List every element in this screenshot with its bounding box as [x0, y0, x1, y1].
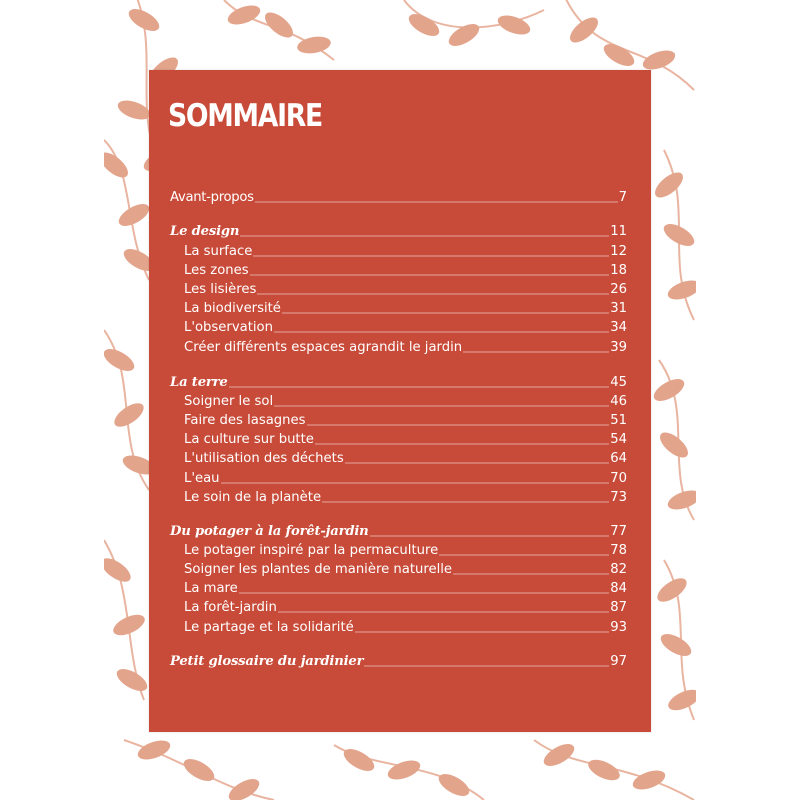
leaf-shape [540, 740, 577, 771]
toc-entry-title: La culture sur butte [184, 432, 314, 447]
toc-section-entry [170, 220, 627, 240]
leaf-shape [651, 168, 687, 202]
leaf-shape [113, 665, 150, 696]
toc-entry-title: Créer différents espaces agrandit le jardin [184, 340, 463, 355]
leaf-shape [495, 12, 532, 39]
toc-entry-title: Le potager inspiré par la permaculture [184, 543, 439, 558]
toc-entry-page-number: 51 [610, 413, 627, 428]
toc-entry [170, 390, 627, 410]
dot-leader [250, 274, 610, 276]
toc-entry [170, 577, 627, 597]
toc-entry [170, 467, 627, 487]
toc-entry-page-number: 39 [610, 340, 627, 355]
toc-entry-page-number: 34 [610, 320, 627, 335]
leaf-shape [104, 554, 135, 587]
leaf-shape [656, 428, 692, 462]
dot-leader [355, 631, 609, 633]
toc-entry [170, 336, 627, 356]
toc-intro-entry [170, 186, 627, 206]
toc-entry-page-number: 45 [610, 375, 627, 390]
toc-entry-page-number: 31 [610, 301, 627, 316]
leaf-shape [115, 200, 152, 231]
dot-leader [364, 665, 609, 667]
toc-entry-title: La forêt-jardin [184, 600, 277, 615]
leaf-shape [657, 630, 694, 661]
dot-leader [239, 592, 609, 594]
toc-entry-page-number: 84 [610, 581, 627, 596]
toc-entry-page-number: 64 [610, 451, 627, 466]
toc-entry-page-number: 18 [610, 263, 627, 278]
leaf-shape [385, 757, 422, 784]
toc-entry [170, 539, 627, 559]
toc-entry [170, 428, 627, 448]
toc-entry-title: Le design [170, 224, 240, 239]
toc-entry-title: L'observation [184, 320, 273, 335]
toc-entry [170, 447, 627, 467]
toc-entry-title: Soigner le sol [184, 394, 274, 409]
leaf-shape [135, 737, 172, 764]
toc-entry-title: Du potager à la forêt-jardin [170, 524, 369, 539]
dot-leader [453, 573, 609, 575]
toc-entry-title: Les lisières [184, 282, 257, 297]
leaf-shape [665, 686, 696, 715]
toc-entry [170, 616, 627, 636]
toc-entry [170, 278, 627, 298]
toc-entry-page-number: 70 [610, 471, 627, 486]
leaf-shape [566, 13, 602, 47]
toc-entry-page-number: 82 [610, 562, 627, 577]
toc-section-entry [170, 371, 627, 391]
dot-leader [345, 462, 610, 464]
toc-entry [170, 240, 627, 260]
toc-entry-page-number: 77 [610, 524, 627, 539]
toc-entry-title: Petit glossaire du jardinier [170, 654, 364, 669]
toc-entry-title: Le partage et la solidarité [184, 620, 354, 635]
toc-section-entry [170, 520, 627, 540]
toc-entry-page-number: 11 [610, 224, 627, 239]
toc-entry-page-number: 78 [610, 543, 627, 558]
toc-entry-title: La biodiversité [184, 301, 281, 316]
dot-leader [257, 293, 609, 295]
leaf-shape [445, 20, 482, 51]
toc-entry-page-number: 54 [610, 432, 627, 447]
toc-entry [170, 297, 627, 317]
toc-entry-page-number: 97 [610, 654, 627, 669]
toc-entry [170, 596, 627, 616]
dot-leader [274, 331, 609, 333]
dot-leader [255, 201, 618, 203]
dot-leader [307, 424, 610, 426]
dot-leader [229, 386, 610, 388]
toc-entry-page-number: 26 [610, 282, 627, 297]
toc-entry-title: La surface [184, 244, 253, 259]
toc-entry-title: La terre [170, 375, 228, 390]
toc-entry [170, 409, 627, 429]
toc-entry-title: Faire des lasagnes [184, 413, 306, 428]
leaf-shape [585, 756, 623, 785]
leaf-shape [296, 34, 332, 56]
toc-entry-title: Le soin de la planète [184, 490, 322, 505]
dot-leader [221, 482, 610, 484]
toc-entry [170, 558, 627, 578]
dot-leader [370, 535, 610, 537]
dot-leader [278, 611, 609, 613]
toc-panel [149, 70, 651, 732]
toc-entry-page-number: 12 [610, 244, 627, 259]
dot-leader [322, 501, 609, 503]
leaf-shape [104, 148, 132, 182]
toc-entry-page-number: 46 [610, 394, 627, 409]
toc-entry-page-number: 7 [618, 190, 627, 205]
dot-leader [463, 351, 609, 353]
toc-entry-title: Soigner les plantes de manière naturelle [184, 562, 453, 577]
dot-leader [274, 405, 609, 407]
toc-entry-page-number: 73 [610, 490, 627, 505]
leaf-shape [630, 767, 667, 794]
toc-entry-title: La mare [184, 581, 238, 596]
toc-entry [170, 486, 627, 506]
toc-entry-page-number: 93 [610, 620, 627, 635]
toc-section-entry [170, 650, 627, 670]
dot-leader [439, 554, 609, 556]
leaf-shape [180, 755, 217, 786]
toc-entry-page-number: 87 [610, 600, 627, 615]
toc-entry-title: Avant-propos [170, 190, 254, 205]
dot-leader [282, 312, 609, 314]
leaf-shape [665, 487, 696, 514]
toc-entry-title: L'utilisation des déchets [184, 451, 344, 466]
toc-entry [170, 316, 627, 336]
dot-leader [315, 443, 609, 445]
dot-leader [240, 235, 609, 237]
dot-leader [253, 255, 609, 257]
toc-entry-title: Les zones [184, 263, 249, 278]
page-title: SOMMAIRE [168, 98, 322, 134]
toc-entry-title: L'eau [184, 471, 220, 486]
leaf-shape [600, 40, 637, 71]
leaf-shape [435, 770, 472, 800]
leaf-shape [405, 10, 442, 41]
toc-entry [170, 259, 627, 279]
